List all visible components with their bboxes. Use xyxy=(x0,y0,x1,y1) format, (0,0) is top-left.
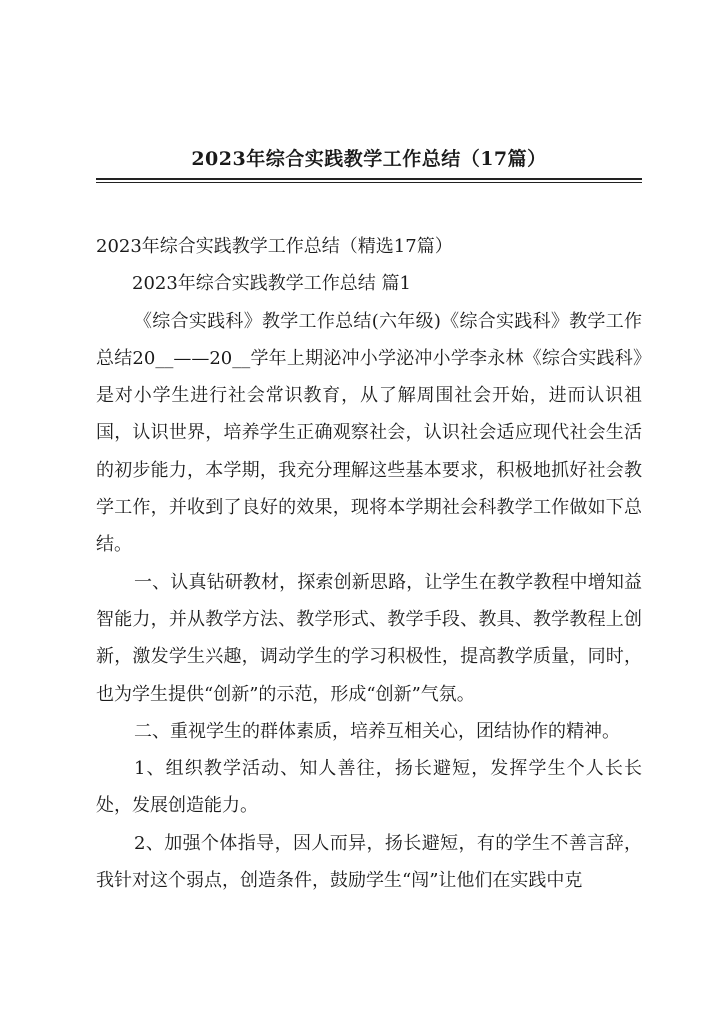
body-paragraph: 一、认真钻研教材，探索创新思路，让学生在教学教程中增知益智能力，并从教学方法、教学形式、教学手段、教具、教学教程上创新，激发学生兴趣，调动学生的学习积极性，提高教学质量，同时，也为学生提供“创新”的示范，形成“创新”气氛。 xyxy=(96,571,642,705)
section-heading: 2023年综合实践教学工作总结 篇1 xyxy=(132,273,411,295)
document-title: 2023年综合实践教学工作总结（17篇） xyxy=(191,148,547,170)
title-divider xyxy=(96,178,642,180)
body-paragraph: 《综合实践科》教学工作总结(六年级)《综合实践科》教学工作总结20__——20__学年上期泌冲小学泌冲小学李永林《综合实践科》是对小学生进行社会常识教育，从了解周围社会开始，进而认识祖国，认识世界，培养学生正确观察社会，认识社会适应现代社会生活的初步能力，本学期，我充分理解这些基本要求，积极地抓好社会教学工作，并收到了良好的效果，现将本学期社会科教学工作做如下总结。 xyxy=(96,310,642,556)
body-paragraph: 2、加强个体指导，因人而异，扬长避短，有的学生不善言辞，我针对这个弱点，创造条件，鼓励学生“闯”让他们在实践中克 xyxy=(96,832,642,892)
document-body xyxy=(96,228,642,899)
body-paragraph: 1、组织教学活动、知人善往，扬长避短，发挥学生个人长长处，发展创造能力。 xyxy=(96,758,642,817)
document-subtitle: 2023年综合实践教学工作总结（精选17篇） xyxy=(96,236,453,257)
body-paragraph: 二、重视学生的群体素质，培养互相关心，团结协作的精神。 xyxy=(134,720,620,742)
